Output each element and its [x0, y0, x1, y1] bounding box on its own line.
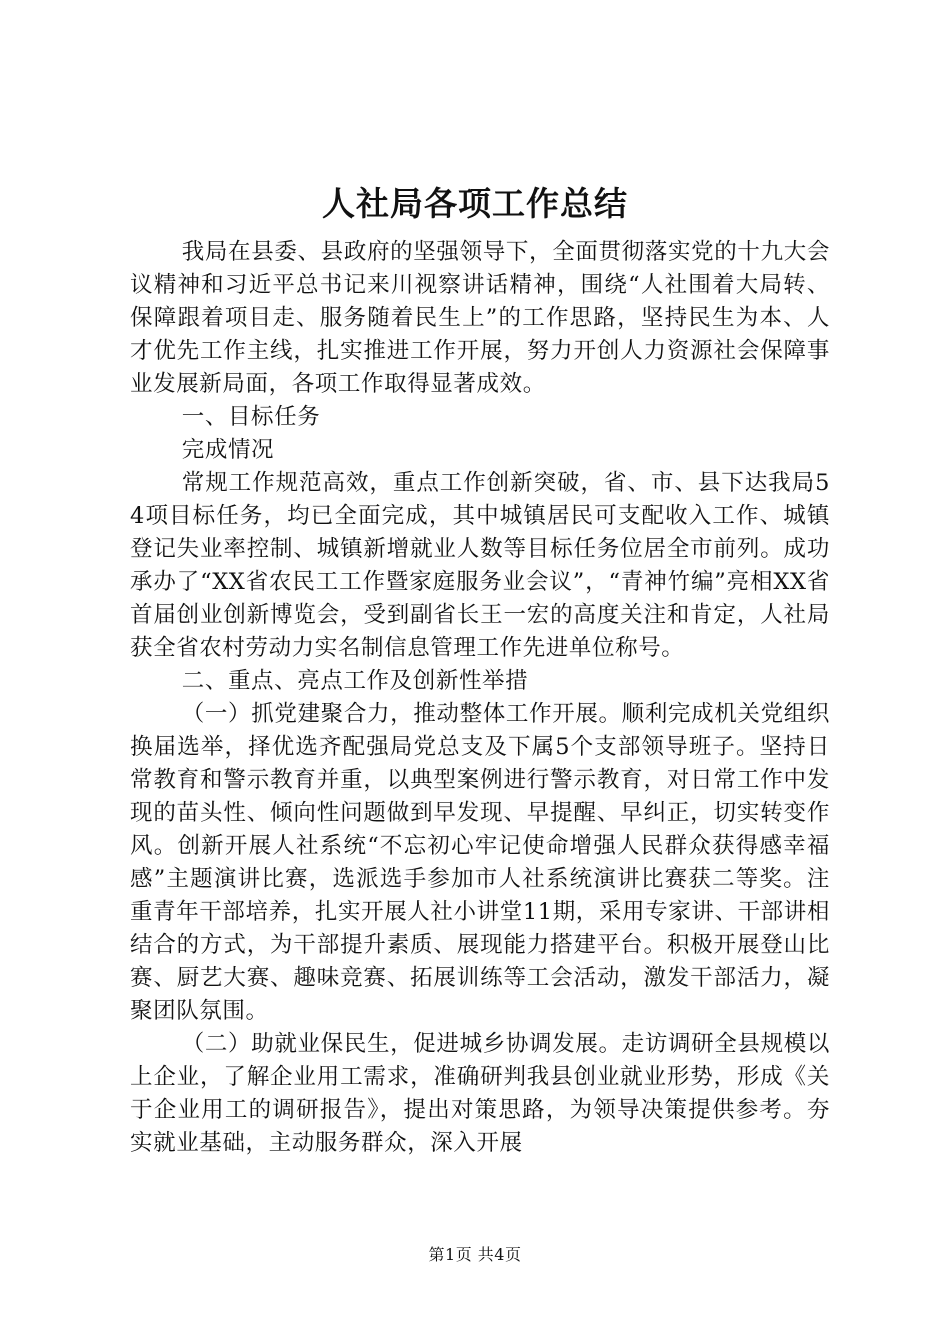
- page-number-footer: 第1页 共4页: [428, 1245, 522, 1264]
- completion-paragraph: 常规工作规范高效，重点工作创新突破，省、市、县下达我局54项目标任务，均已全面完成，其中城镇居民可支配收入工作、城镇登记失业率控制、城镇新增就业人数等目标任务位居全市前列。成功承办了“XX省农民工工作暨家庭服务业会议”，“青神竹编”亮相XX省首届创业创新博览会，受到副省长王一宏的高度关注和肯定，人社局获全省农村劳动力实名制信息管理工作先进单位称号。: [130, 470, 830, 661]
- subsection-heading-completion: 完成情况: [181, 437, 275, 463]
- employment-paragraph: （二）助就业保民生，促进城乡协调发展。走访调研全县规模以上企业，了解企业用工需求，准确研判我县创业就业形势，形成《关于企业用工的调研报告》，提出对策思路，为领导决策提供参考。夯实就业基础，主动服务群众，深入开展: [130, 1031, 830, 1156]
- intro-paragraph: 我局在县委、县政府的坚强领导下，全面贯彻落实党的十九大会议精神和习近平总书记来川视察讲话精神，围绕“人社围着大局转、保障跟着项目走、服务随着民生上”的工作思路，坚持民生为本、人才优先工作主线，扎实推进工作开展，努力开创人力资源社会保障事业发展新局面，各项工作取得显著成效。: [130, 239, 830, 397]
- party-building-paragraph: （一）抓党建聚合力，推动整体工作开展。顺利完成机关党组织换届选举，择优选齐配强局党总支及下属5个支部领导班子。坚持日常教育和警示教育并重，以典型案例进行警示教育，对日常工作中发现的苗头性、倾向性问题做到早发现、早提醒、早纠正，切实转变作风。创新开展人社系统“不忘初心牢记使命增强人民群众获得感幸福感”主题演讲比赛，选派选手参加市人社系统演讲比赛获二等奖。注重青年干部培养，扎实开展人社小讲堂11期，采用专家讲、干部讲相结合的方式，为干部提升素质、展现能力搭建平台。积极开展登山比赛、厨艺大赛、趣味竞赛、拓展训练等工会活动，激发干部活力，凝聚团队氛围。: [130, 701, 830, 1024]
- document-body: [130, 236, 830, 1160]
- section-heading-highlights: 二、重点、亮点工作及创新性举措: [181, 668, 529, 694]
- section-heading-goals: 一、目标任务: [181, 404, 321, 430]
- document-title: 人社局各项工作总结: [322, 184, 628, 223]
